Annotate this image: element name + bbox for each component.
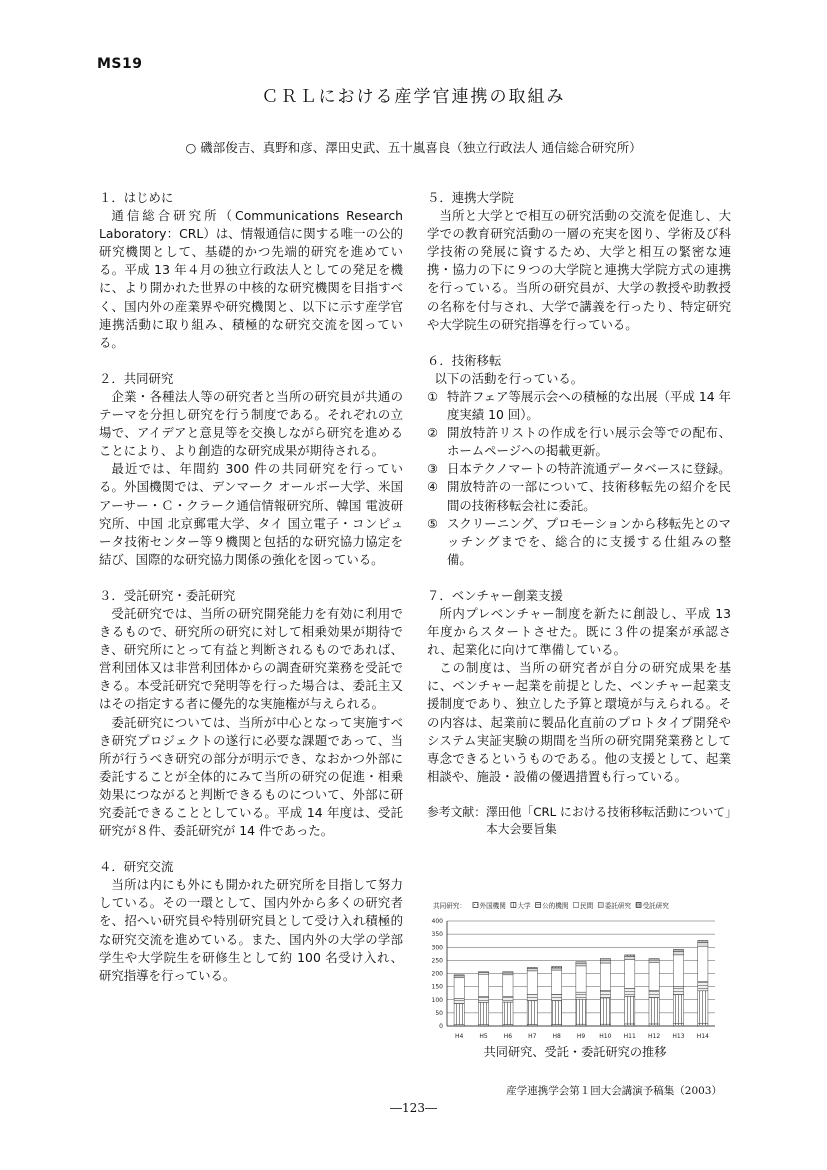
legend-swatch-pattern xyxy=(636,903,641,908)
reference-label: 参考文献： xyxy=(427,804,486,819)
bar-segment xyxy=(503,973,513,975)
item-text: 日本テクノマートの特許流通データベースに登録。 xyxy=(447,461,731,477)
section-venture-support xyxy=(427,587,731,786)
bar-segment-pattern xyxy=(552,966,562,968)
item-marker: ③ xyxy=(427,461,439,477)
chart-legend xyxy=(433,901,669,910)
left-column xyxy=(99,189,403,1003)
section-joint-research xyxy=(99,370,403,569)
legend-label: 民間 xyxy=(580,902,594,910)
legend-prefix: 共同研究： xyxy=(433,902,466,910)
y-tick-label: 400 xyxy=(431,918,443,925)
page-number: ―123― xyxy=(390,1101,437,1115)
bar-segment-pattern xyxy=(673,986,683,994)
chart-axes xyxy=(432,918,715,1040)
x-tick-label: H12 xyxy=(648,1033,661,1040)
reference xyxy=(427,804,731,838)
x-tick-label: H5 xyxy=(479,1033,488,1040)
legend-label: 公的機関 xyxy=(542,902,569,910)
x-tick-label: H6 xyxy=(503,1033,513,1040)
paragraph: 通信総合研究所（Communications Research Laboratory：CRL）は、情報通信に関する唯一の公的研究機関として、基礎的かつ先端的研究を進めている。平成 13 年４月の独立行政法人としての発足を機に、より開かれた世界の中核的な研究機関を目指すべく、国内外の産業界や研究機関と、以下に示す産学官連携活動に取り組み、積極的な研究交流を図っている。 xyxy=(99,208,403,350)
section-introduction xyxy=(99,189,403,352)
list-item xyxy=(427,460,731,478)
bar-segment xyxy=(478,974,488,996)
bar-segment-pattern xyxy=(600,991,610,998)
bar-segment xyxy=(527,969,537,971)
item-text: 開放特許リストの作成を行い展示会等での配布、ホームページへの掲載更新。 xyxy=(447,425,731,459)
bar-segment-pattern xyxy=(698,982,708,991)
bar-segment xyxy=(503,975,513,997)
bar-segment-pattern xyxy=(527,995,537,1001)
bar-segment-pattern xyxy=(503,972,513,973)
bar-segment xyxy=(454,977,464,998)
bar-segment-pattern xyxy=(625,955,635,957)
legend-swatch-pattern xyxy=(511,903,516,908)
section-heading: ７．ベンチャー創業支援 xyxy=(427,587,563,603)
list-item xyxy=(427,478,731,514)
bar-segment-pattern xyxy=(600,959,610,961)
x-tick-label: H14 xyxy=(696,1033,709,1040)
item-marker: ⑤ xyxy=(427,515,439,531)
x-tick-label: H7 xyxy=(528,1033,537,1040)
item-text: 特許フェア等展示会への積極的な出展（平成 14 年度実績 10 回）。 xyxy=(447,388,731,423)
bar-segment-pattern xyxy=(600,998,610,1024)
list-item xyxy=(427,388,731,424)
author-line: ○ 磯部俊吉、真野和彦、澤田史武、五十嵐喜良（独立行政法人 通信総合研究所） xyxy=(185,140,642,155)
section-graduate-school xyxy=(427,189,731,334)
reference-text: 澤田他「CRL における技術移転活動について」本大会要旨集 xyxy=(486,804,731,836)
section-research-exchange xyxy=(99,858,403,985)
paragraph: 委託研究については、当所が中心となって実施すべき研究プロジェクトの遂行に必要な課題であって、当所が行うべき研究の部分が明示でき、なおかつ外部に委託することが全体的にみて当所の研究の促進・相乗効果につながると判断できるものについて、外部に研究委託できることとしている。平成 14 年度は、受託研究が８件、委託研究が 14 件であった。 xyxy=(99,714,403,839)
bar-segment-pattern xyxy=(552,994,562,1001)
bar-segment xyxy=(454,976,464,978)
item-marker: ④ xyxy=(427,479,439,495)
y-tick-label: 200 xyxy=(431,970,443,978)
item-text: 開放特許の一部について、技術移転先の紹介を民間の技術移転会社に委託。 xyxy=(447,479,731,513)
bar-segment-pattern xyxy=(673,995,683,1024)
y-tick-label: 150 xyxy=(431,983,443,991)
legend-label: 受託研究 xyxy=(642,902,669,910)
x-tick-label: H4 xyxy=(455,1033,464,1040)
paragraph: この制度は、当所の研究者が自分の研究成果を基に、ベンチャー起業を前提とした、ベンチャー起業支援制度であり、独立した予算と環境が与えられる。その内容は、起業前に製品化直前のプロトタイプ開発やシステム実証実験の期間を当所の研究開発業務として専念できるというものである。他の支援として、起業相談や、施設・設備の優遇措置も行っている。 xyxy=(427,660,731,784)
legend-swatch xyxy=(574,903,579,908)
x-tick-label: H8 xyxy=(552,1033,561,1040)
section-heading: ５．連携大学院 xyxy=(427,190,514,205)
legend-label: 委託研究 xyxy=(604,902,632,910)
chart-title: 共同研究、受託・委託研究の推移 xyxy=(483,1045,667,1059)
bar-segment-pattern xyxy=(673,949,683,951)
bar-segment xyxy=(649,960,659,963)
paper-title: ＣＲＬにおける産学官連携の取組み xyxy=(261,87,566,107)
legend-swatch-pattern xyxy=(536,903,541,908)
bar-segment-pattern xyxy=(576,999,586,1024)
bar-segment-pattern xyxy=(527,1001,537,1025)
item-marker: ② xyxy=(427,425,439,441)
bar-segment-pattern xyxy=(625,988,635,996)
section-heading: ４．研究交流 xyxy=(99,859,174,875)
bar-segment xyxy=(673,951,683,954)
bar-segment-pattern xyxy=(698,940,708,942)
bar-segment xyxy=(625,960,635,989)
bar-segment-pattern xyxy=(454,998,464,1003)
section-heading: ６．技術移転 xyxy=(427,352,502,368)
section-heading: ２．共同研究 xyxy=(99,370,174,386)
list-item xyxy=(427,424,731,460)
bar-segment-pattern xyxy=(649,959,659,961)
bar-segment xyxy=(576,963,586,966)
x-tick-label: H10 xyxy=(599,1033,612,1040)
bar-segment-pattern xyxy=(454,975,464,976)
bar-segment xyxy=(625,957,635,960)
bar-segment xyxy=(649,963,659,991)
bar-segment-pattern xyxy=(478,972,488,973)
y-tick-label: 300 xyxy=(431,944,443,952)
bar-segment xyxy=(527,971,537,995)
section-tech-transfer xyxy=(427,352,731,569)
bar-segment-pattern xyxy=(698,991,708,1024)
y-tick-label: 250 xyxy=(431,957,443,965)
bar-segment-pattern xyxy=(649,990,659,997)
bar-segment-pattern xyxy=(503,1002,513,1024)
bar-segment-pattern xyxy=(478,1002,488,1024)
paragraph: 当所と大学とで相互の研究活動の交流を促進し、大学での教育研究活動の一層の充実を図り、学術及び科学技術の発展に資するため、大学と相互の緊密な連携・協力の下に９つの大学院と連携大学院方式の連携を行っている。当所の研究員が、大学の教授や助教授の名称を付与され、大学で講義を行ったり、特定研究や大学院生の研究指導を行っている。 xyxy=(427,208,731,332)
bar-segment xyxy=(552,970,562,994)
section-heading: １．はじめに xyxy=(99,190,174,205)
paragraph: 当所は内にも外にも開かれた研究所を目指して努力している。その一環として、国内外から多くの研究者を、招へい研究員や特別研究員として受け入れ積極的な研究交流を進めている。また、国内外の大学の学部学生や大学院生を研修生として約 100 名受け入れ、研究指導を行っている。 xyxy=(99,877,403,983)
x-tick-label: H11 xyxy=(623,1033,636,1040)
y-tick-label: 350 xyxy=(431,931,443,939)
item-marker: ① xyxy=(427,388,439,404)
legend-label: 大学 xyxy=(517,902,531,910)
bar-segment-pattern xyxy=(625,996,635,1024)
bar-segment-pattern xyxy=(503,996,513,1002)
bar-segment xyxy=(478,973,488,975)
x-tick-label: H9 xyxy=(576,1033,586,1040)
bar-segment-pattern xyxy=(649,998,659,1024)
bar-segment xyxy=(673,955,683,987)
paper-code: MS19 xyxy=(97,56,143,72)
y-tick-label: 0 xyxy=(439,1023,443,1030)
x-tick-label: H13 xyxy=(672,1033,685,1040)
paragraph: 以下の活動を行っている。 xyxy=(434,370,584,386)
bar-segment xyxy=(600,963,610,991)
bar-segment-pattern xyxy=(454,1004,464,1025)
proceedings-note: 産学連携学会第１回大会講演予稿集（2003） xyxy=(506,1085,722,1097)
bar-segment-pattern xyxy=(576,962,586,964)
section-contract-research xyxy=(99,587,403,840)
paragraph: 企業・各種法人等の研究者と当所の研究員が共通のテーマを分担し研究を行う制度である。それぞれの立場で、アイデアと意見等を交換しながら研究を進めることにより、より創造的な研究成果が期待される。 xyxy=(99,388,403,459)
bar-segment-pattern xyxy=(576,992,586,999)
chart-bars xyxy=(454,940,708,1026)
bar-segment-pattern xyxy=(527,967,537,968)
bar-segment-pattern xyxy=(552,1001,562,1025)
bar-segment-pattern xyxy=(478,997,488,1003)
section-heading: ３．受託研究・委託研究 xyxy=(99,587,236,603)
item-text: スクリーニング、プロモーションから移転先とのマッチングまでを、総合的に支援する仕組みの整備。 xyxy=(447,515,731,567)
bar-segment xyxy=(698,943,708,947)
y-tick-label: 100 xyxy=(431,996,443,1004)
bar-segment xyxy=(698,946,708,981)
list-item xyxy=(427,515,731,569)
right-column xyxy=(427,189,731,838)
paragraph: 所内プレベンチャー制度を新たに創設し、平成 13 年度からスタートさせた。既に３件の提案が承認され、起業化に向けて準備している。 xyxy=(427,605,731,658)
legend-swatch-pattern xyxy=(473,903,478,908)
y-tick-label: 50 xyxy=(435,1009,443,1017)
tech-transfer-list xyxy=(427,388,731,569)
bar-segment xyxy=(576,966,586,992)
bar-segment xyxy=(552,968,562,970)
legend-swatch xyxy=(598,903,603,908)
legend-label: 外国機関 xyxy=(479,902,506,910)
paragraph: 最近では、年間約 300 件の共同研究を行っている。外国機関では、デンマーク オールボー大学、米国アーサー・Ｃ・クラーク通信情報研究所、韓国 電波研究所、中国 北京郵電大学、タイ 国立電子・コンピュータ技術センター等９機関と包括的な研究協力協定を結び、国際的な研究協力関係の強化を図っている。 xyxy=(99,461,403,567)
paragraph: 受託研究では、当所の研究開発能力を有効に利用できるもので、研究所の研究に対して相乗効果が期待でき、研究所にとって有益と判断されるものであれば、営利団体又は非営利団体からの調査研究業務を受託できる。本受託研究で発明等を行った場合は、委託主又はその指定する者に優先的な実施権が与えられる。 xyxy=(99,605,403,712)
bar-segment xyxy=(600,960,610,963)
